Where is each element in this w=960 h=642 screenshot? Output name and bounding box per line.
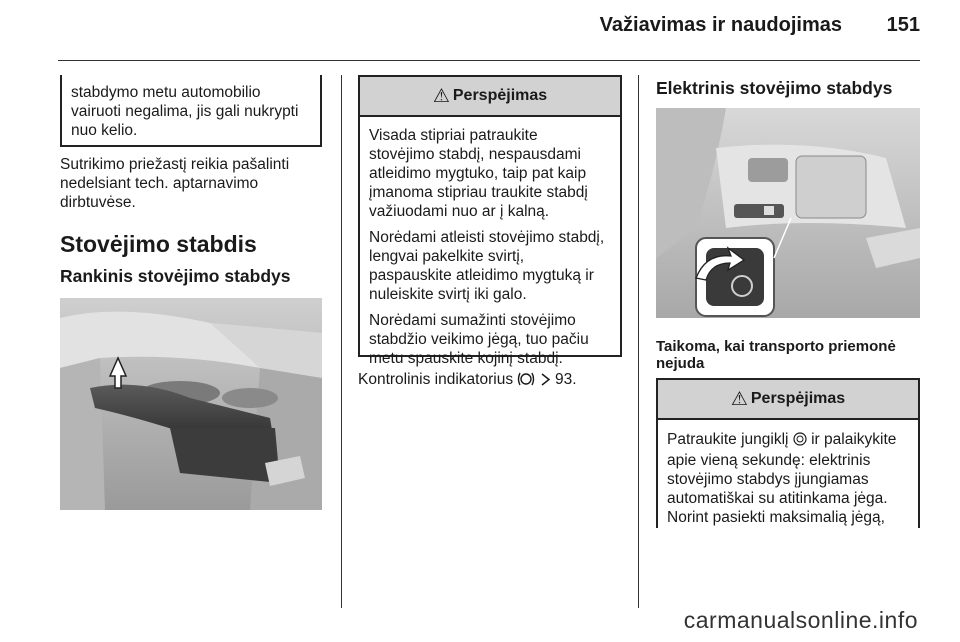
- text-line: atleidimo mygtuko, taip pat kaip: [369, 165, 587, 182]
- text-line: dirbtuvėse.: [60, 194, 136, 211]
- subsection-heading: Rankinis stovėjimo stabdys: [60, 266, 291, 286]
- text-line: nuleiskite svirtį iki galo.: [369, 286, 527, 303]
- parking-brake-switch-icon: [793, 432, 807, 451]
- text-line: lengvai pakelkite svirtį,: [369, 248, 525, 265]
- text-line: nejuda: [656, 355, 705, 372]
- warning-title: Perspėjimas: [452, 87, 548, 104]
- text-line: apie vieną sekundę: elektrinis: [667, 452, 871, 469]
- page-reference-icon: [540, 372, 551, 391]
- text-line: Sutrikimo priežastį reikia pašalinti: [60, 156, 290, 173]
- text-line: stovėjimo stabdį, nespausdami: [369, 146, 581, 163]
- parking-brake-indicator-icon: [517, 371, 535, 392]
- text-line: metu spauskite kojinį stabdį.: [369, 350, 563, 367]
- warning-triangle-icon: ⚠: [432, 85, 450, 107]
- condition-heading: [656, 338, 896, 372]
- text-line: nuo kelio.: [71, 122, 138, 139]
- text-line: automatiškai su atitinkama jėga.: [667, 490, 888, 507]
- column-divider: [341, 75, 342, 608]
- continued-warning-box: [60, 75, 322, 147]
- indicator-text: Kontrolinis indikatorius: [358, 371, 514, 388]
- page-title: Važiavimas ir naudojimas: [599, 14, 842, 36]
- subsection-heading: Elektrinis stovėjimo stabdys: [656, 78, 893, 98]
- watermark: carmanualsonline.info: [683, 607, 918, 633]
- text-line: nedelsiant tech. aptarnavimo: [60, 175, 259, 192]
- page-reference: 93.: [555, 371, 577, 388]
- text-line: stabdymo metu automobilio: [71, 84, 261, 101]
- text-line: Taikoma, kai transporto priemonė: [656, 338, 896, 355]
- header-rule: [58, 60, 920, 61]
- page-number: 151: [886, 14, 920, 36]
- warning-header: [360, 77, 620, 117]
- text-line: stabdžio veikimo jėgą, tuo pačiu: [369, 331, 589, 348]
- text-part: Patraukite jungiklį: [667, 431, 789, 448]
- warning-triangle-icon: ⚠: [730, 388, 748, 410]
- warning-paragraph: [369, 126, 620, 221]
- warning-header: [658, 380, 918, 420]
- text-line: įmanoma stipriau traukite stabdį: [369, 184, 588, 201]
- warning-body: [360, 117, 620, 368]
- page-header: [0, 0, 960, 62]
- text-line: [667, 430, 918, 451]
- text-part: ir palaikykite: [811, 431, 897, 448]
- warning-body: [658, 420, 918, 527]
- handbrake-photo: [60, 298, 322, 510]
- malfunction-paragraph: [60, 155, 330, 212]
- indicator-line: [358, 370, 577, 392]
- text-line: Norint pasiekti maksimalią jėgą,: [667, 509, 885, 526]
- warning-box-handbrake: [358, 75, 622, 367]
- text-line: vairuoti negalima, jis gali nukrypti: [71, 103, 299, 120]
- warning-paragraph: [369, 228, 620, 304]
- column-divider: [638, 75, 639, 608]
- warning-box-electric: [656, 378, 920, 528]
- text-line: paspauskite atleidimo mygtuką ir: [369, 267, 594, 284]
- text-line: Norėdami sumažinti stovėjimo: [369, 312, 576, 329]
- warning-paragraph: [369, 311, 620, 368]
- handbrake-illustration: [60, 298, 322, 510]
- electric-brake-illustration: [656, 108, 920, 318]
- text-line: stovėjimo stabdys įjungiamas: [667, 471, 869, 488]
- text-line: Visada stipriai patraukite: [369, 127, 538, 144]
- electric-brake-photo: [656, 108, 920, 318]
- text-line: važiuodami nuo ar į kalną.: [369, 203, 550, 220]
- text-line: Norėdami atleisti stovėjimo stabdį,: [369, 229, 605, 246]
- warning-title: Perspėjimas: [750, 390, 846, 407]
- section-heading: Stovėjimo stabdis: [60, 231, 257, 257]
